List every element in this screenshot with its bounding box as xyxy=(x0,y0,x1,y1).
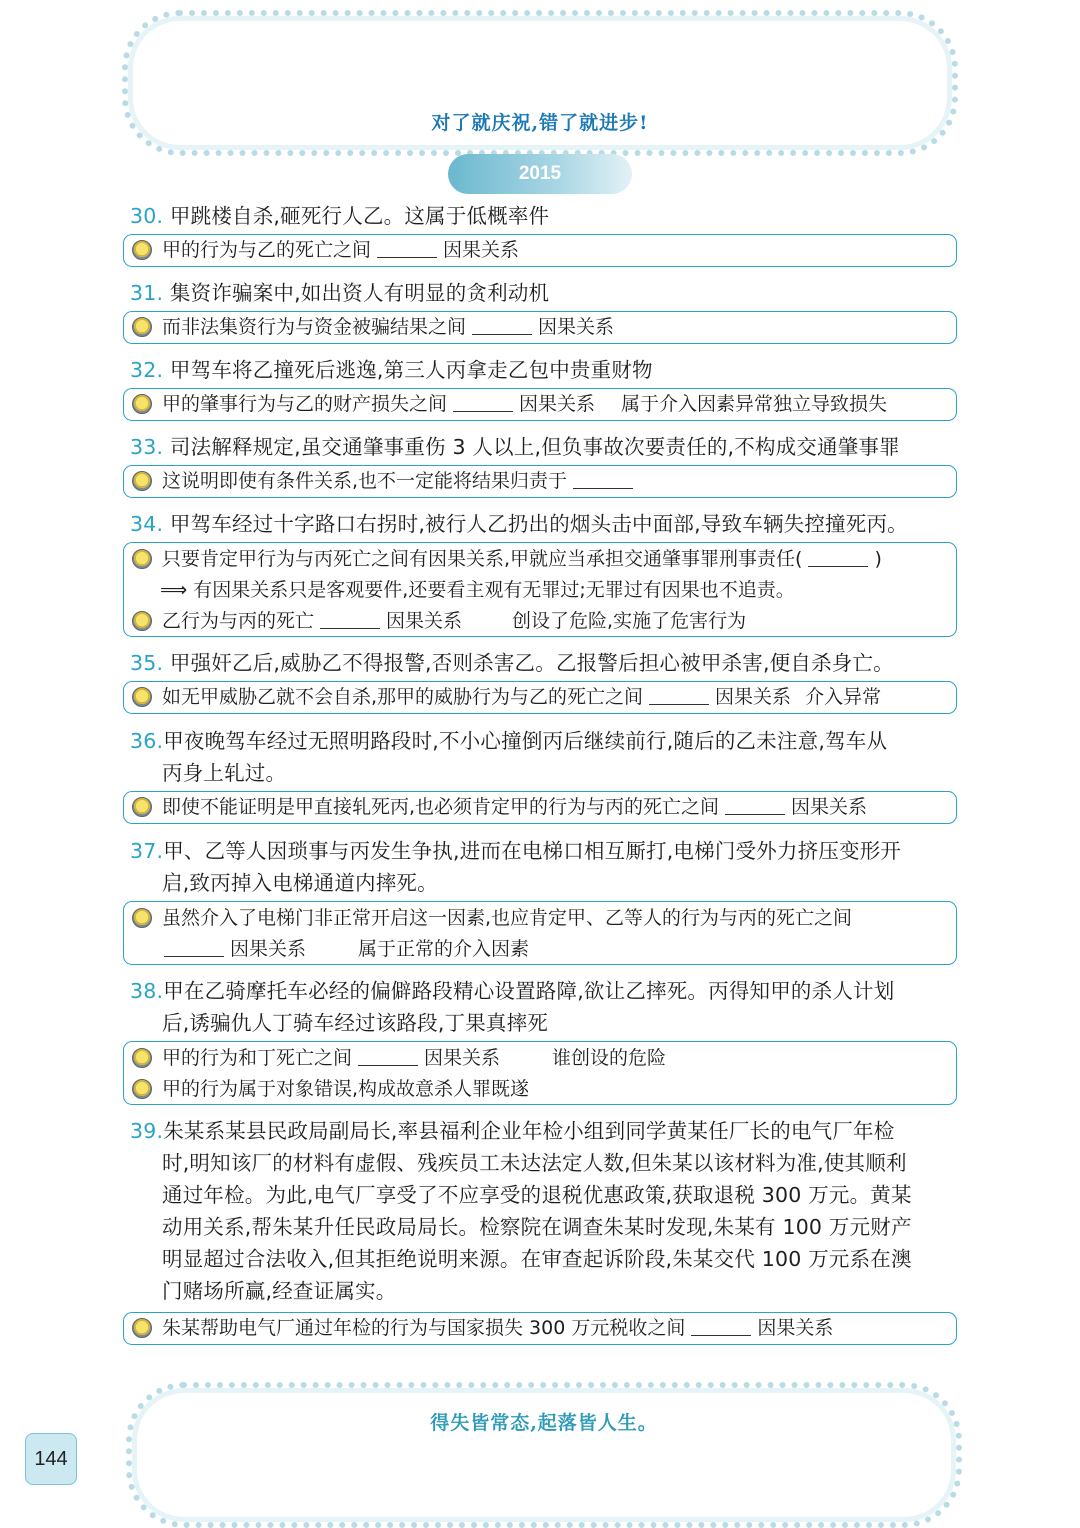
note-box-33 xyxy=(123,465,957,498)
note-text: 谁创设的危险 xyxy=(552,1047,667,1069)
sponge-icon xyxy=(132,394,152,414)
question-35 xyxy=(130,647,956,679)
note-text: 因果关系 xyxy=(443,239,520,261)
question-text: 门赌场所赢,经查证属实。 xyxy=(162,1279,397,1303)
question-38 xyxy=(130,975,956,1039)
note-text: 因果关系 xyxy=(757,1317,834,1339)
note-text: 介入异常 xyxy=(805,686,882,708)
note-text: 即使不能证明是甲直接轧死丙,也必须肯定甲的行为与丙的死亡之间 xyxy=(162,796,720,818)
question-36 xyxy=(130,725,956,789)
page-number: 144 xyxy=(25,1433,77,1485)
note-text: 因果关系 xyxy=(715,686,792,708)
question-text: 时,明知该厂的材料有虚假、残疾员工未达法定人数,但朱某以该材料为准,使其顺利 xyxy=(162,1151,907,1175)
question-number: 37. xyxy=(130,839,164,863)
question-33 xyxy=(130,431,956,463)
note-box-31 xyxy=(123,311,957,344)
question-number: 39. xyxy=(130,1119,164,1143)
question-number: 34. xyxy=(130,512,164,536)
question-text: 后,诱骗仇人丁骑车经过该路段,丁果真摔死 xyxy=(162,1011,549,1035)
question-text: 甲强奸乙后,威胁乙不得报警,否则杀害乙。乙报警后担心被甲杀害,便自杀身亡。 xyxy=(169,651,894,675)
note-text: 因果关系 xyxy=(538,316,615,338)
note-text: 朱某帮助电气厂通过年检的行为与国家损失 300 万元税收之间 xyxy=(162,1317,686,1339)
answer-blank xyxy=(808,548,868,567)
year-label: 2015 xyxy=(448,154,632,194)
sponge-icon xyxy=(132,549,152,569)
answer-blank xyxy=(320,610,380,629)
question-number: 33. xyxy=(130,435,164,459)
answer-blank xyxy=(725,796,785,815)
note-text: 因果关系 xyxy=(791,796,868,818)
question-text: 甲驾车经过十字路口右拐时,被行人乙扔出的烟头击中面部,导致车辆失控撞死丙。 xyxy=(169,512,908,536)
question-text: 丙身上轧过。 xyxy=(162,761,287,785)
question-text: 甲在乙骑摩托车必经的偏僻路段精心设置路障,欲让乙摔死。丙得知甲的杀人计划 xyxy=(163,979,895,1003)
note-box-36 xyxy=(123,791,957,824)
note-text: 甲的行为与乙的死亡之间 xyxy=(162,239,372,261)
question-number: 38. xyxy=(130,979,164,1003)
question-text: 甲跳楼自杀,砸死行人乙。这属于低概率件 xyxy=(169,204,550,228)
sponge-icon xyxy=(132,611,152,631)
question-text: 通过年检。为此,电气厂享受了不应享受的退税优惠政策,获取退税 300 万元。黄某 xyxy=(162,1183,912,1207)
question-number: 35. xyxy=(130,651,164,675)
note-box-38 xyxy=(123,1041,957,1105)
question-text: 启,致丙掉入电梯通道内摔死。 xyxy=(162,871,438,895)
note-text: 因果关系 xyxy=(230,938,307,960)
sponge-icon xyxy=(132,908,152,928)
note-box-37 xyxy=(123,901,957,965)
note-text: 因果关系 xyxy=(386,610,463,632)
question-text: 甲驾车将乙撞死后逃逸,第三人丙拿走乙包中贵重财物 xyxy=(169,358,653,382)
note-text: ) xyxy=(874,548,882,570)
question-text: 明显超过合法收入,但其拒绝说明来源。在审查起诉阶段,朱某交代 100 万元系在澳 xyxy=(162,1247,912,1271)
note-text: 创设了危险,实施了危害行为 xyxy=(512,610,747,632)
question-number: 32. xyxy=(130,358,164,382)
note-box-39 xyxy=(123,1312,957,1345)
answer-blank xyxy=(453,393,513,412)
sponge-icon xyxy=(132,687,152,707)
answer-blank xyxy=(649,686,709,705)
sponge-icon xyxy=(132,1079,152,1099)
note-text: 虽然介入了电梯门非正常开启这一因素,也应肯定甲、乙等人的行为与丙的死亡之间 xyxy=(162,907,853,929)
note-text: 甲的行为和丁死亡之间 xyxy=(162,1047,353,1069)
question-32 xyxy=(130,354,956,386)
note-text: 属于正常的介入因素 xyxy=(358,938,530,960)
note-text: 乙行为与丙的死亡 xyxy=(162,610,315,632)
note-text: ⟹ 有因果关系只是客观要件,还要看主观有无罪过;无罪过有因果也不追责。 xyxy=(160,579,795,601)
question-text: 动用关系,帮朱某升任民政局局长。检察院在调查朱某时发现,朱某有 100 万元财产 xyxy=(162,1215,912,1239)
question-39 xyxy=(130,1115,956,1307)
sponge-icon xyxy=(132,471,152,491)
sponge-icon xyxy=(132,1318,152,1338)
header-banner xyxy=(122,10,958,156)
question-30 xyxy=(130,200,956,232)
footer-motto: 得失皆常态,起落皆人生。 xyxy=(430,1412,658,1434)
question-37 xyxy=(130,835,956,899)
question-text: 朱某系某县民政局副局长,率县福利企业年检小组到同学黄某任厂长的电气厂年检 xyxy=(163,1119,895,1143)
note-box-30 xyxy=(123,234,957,267)
note-text: 甲的行为属于对象错误,构成故意杀人罪既遂 xyxy=(162,1078,530,1100)
question-number: 30. xyxy=(130,204,164,228)
answer-blank xyxy=(472,316,532,335)
answer-blank xyxy=(377,239,437,258)
question-34 xyxy=(130,508,956,540)
sponge-icon xyxy=(132,240,152,260)
question-text: 司法解释规定,虽交通肇事重伤 3 人以上,但负事故次要责任的,不构成交通肇事罪 xyxy=(169,435,900,459)
note-box-35 xyxy=(123,681,957,714)
note-text: 甲的肇事行为与乙的财产损失之间 xyxy=(162,393,448,415)
sponge-icon xyxy=(132,797,152,817)
answer-blank xyxy=(691,1317,751,1336)
answer-blank xyxy=(358,1047,418,1066)
header-motto: 对了就庆祝,错了就进步! xyxy=(431,112,649,134)
note-text: 因果关系 xyxy=(519,393,596,415)
note-text: 而非法集资行为与资金被骗结果之间 xyxy=(162,316,467,338)
question-text: 甲夜晚驾车经过无照明路段时,不小心撞倒丙后继续前行,随后的乙未注意,驾车从 xyxy=(163,729,888,753)
question-number: 36. xyxy=(130,729,164,753)
sponge-icon xyxy=(132,1048,152,1068)
footer-banner xyxy=(126,1382,962,1528)
question-31 xyxy=(130,277,956,309)
note-text: 只要肯定甲行为与丙死亡之间有因果关系,甲就应当承担交通肇事罪刑事责任( xyxy=(162,548,803,570)
sponge-icon xyxy=(132,317,152,337)
note-box-34 xyxy=(123,542,957,637)
note-text: 如无甲威胁乙就不会自杀,那甲的威胁行为与乙的死亡之间 xyxy=(162,686,644,708)
answer-blank xyxy=(573,470,633,489)
note-text: 因果关系 xyxy=(424,1047,501,1069)
note-text: 这说明即使有条件关系,也不一定能将结果归责于 xyxy=(162,470,568,492)
question-text: 集资诈骗案中,如出资人有明显的贪利动机 xyxy=(169,281,550,305)
question-text: 甲、乙等人因琐事与丙发生争执,进而在电梯口相互厮打,电梯门受外力挤压变形开 xyxy=(163,839,902,863)
note-box-32 xyxy=(123,388,957,421)
question-number: 31. xyxy=(130,281,164,305)
note-text: 属于介入因素异常独立导致损失 xyxy=(621,393,888,415)
answer-blank xyxy=(164,938,224,957)
